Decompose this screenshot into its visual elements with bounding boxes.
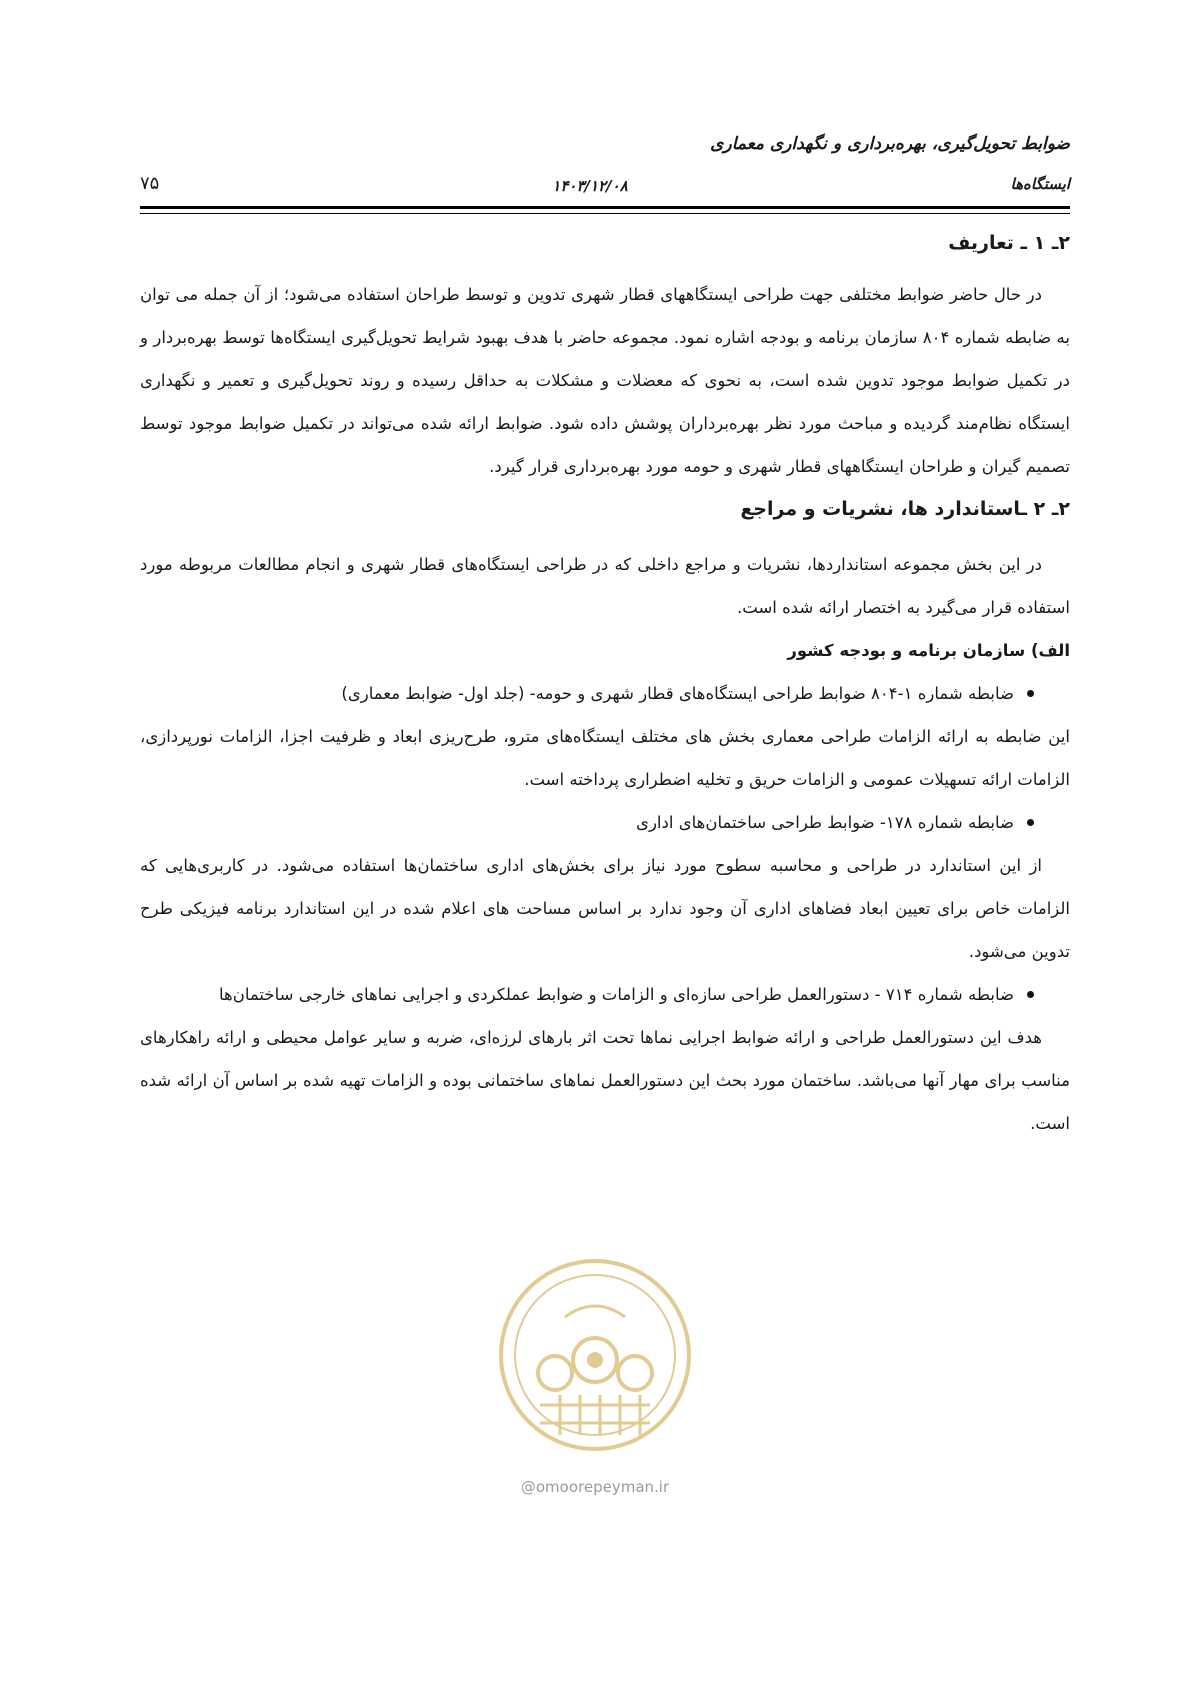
subheading-budget-organization: الف) سازمان برنامه و بودجه کشور — [787, 641, 1070, 660]
header-date: ۱۴۰۳/۱۲/۰۸ — [552, 177, 628, 195]
page-number: ۷۵ — [140, 173, 160, 194]
list-item-description: هدف این دستورالعمل طراحی و ارائه ضوابط اجرایی نماها تحت اثر بارهای لرزه‌ای، ضربه و سایر عوامل محیطی و ارائه راهکارهای مناسب برای مهار آنها می‌باشد. ساختمان مورد بحث این دستورالعمل نماهای ساختمانی بوده و الزامات تهیه شده بر اساس آن ارائه شده است. — [140, 1028, 1070, 1133]
standards-intro-paragraph: در این بخش مجموعه استانداردها، نشریات و مراجع داخلی که در طراحی ایستگاه‌های قطار شهری و انجام مطالعات مربوطه مورد استفاده قرار می‌گیرد به اختصار ارائه شده است. — [140, 555, 1070, 617]
section-heading-definitions: ۲ـ ۱ ـ تعاریف — [948, 232, 1070, 254]
header-rule-thick — [140, 206, 1070, 209]
section-heading-standards: ۲ـ ۲ ـاستاندارد ها، نشریات و مراجع — [740, 498, 1070, 520]
watermark-logo-icon — [495, 1255, 695, 1455]
list-item-bullet: ضابطه شماره ۱-۸۰۴ ضوابط طراحی ایستگاه‌های قطار شهری و حومه- (جلد اول- ضوابط معماری) — [140, 672, 1070, 715]
header-rule-thin — [140, 213, 1070, 214]
list-item-description: از این استاندارد در طراحی و محاسبه سطوح مورد نیاز برای بخش‌های اداری ساختمان‌ها استفاده می‌شود. در کاربری‌هایی که الزامات خاص برای تعیین ابعاد فضاهای اداری آن وجود ندارد بر اساس مساحت های اعلام شده در این استاندارد برنامه فیزیکی طرح تدوین می‌شود. — [140, 856, 1070, 961]
list-item-description: این ضابطه به ارائه الزامات طراحی معماری بخش های مختلف ایستگاه‌های مترو، طرح‌ریزی ابعاد و ظرفیت اجزا، الزامات نورپردازی، الزامات ارائه تسهیلات عمومی و الزامات حریق و تخلیه اضطراری پرداخته است. — [140, 727, 1070, 789]
header-title: ضوابط تحویل‌گیری، بهره‌برداری و نگهداری معماری — [710, 134, 1070, 154]
header-subtitle: ایستگاه‌ها — [1010, 175, 1070, 193]
page-content — [140, 222, 1070, 1145]
definitions-paragraph: در حال حاضر ضوابط مختلفی جهت طراحی ایستگاههای قطار شهری تدوین و توسط طراحان استفاده می‌شود؛ از آن جمله می توان به ضابطه شماره ۸۰۴ سازمان برنامه و بودجه اشاره نمود. مجموعه حاضر با هدف بهبود شرایط تحویل‌گیری ایستگاه‌ها توسط بهره‌بردار و در تکمیل ضوابط موجود تدوین شده است، به نحوی که معضلات و مشکلات به حداقل رسیده و روند تحویل‌گیری و تعمیر و نگهداری ایستگاه نظام‌مند گردیده و مباحث مورد نظر بهره‌برداران پوشش داده شود. ضوابط ارائه شده می‌تواند در تکمیل ضوابط موجود توسط تصمیم گیران و طراحان ایستگاههای قطار شهری و حومه مورد بهره‌برداری قرار گیرد. — [140, 285, 1070, 476]
list-item-bullet: ضابطه شماره ۱۷۸- ضوابط طراحی ساختمان‌های اداری — [140, 801, 1070, 844]
list-item-bullet: ضابطه شماره ۷۱۴ - دستورالعمل طراحی سازه‌ای و الزامات و ضوابط عملکردی و اجرایی نماهای خارجی ساختمان‌ها — [140, 973, 1070, 1016]
watermark-url: @omoorepeyman.ir — [520, 1478, 670, 1496]
